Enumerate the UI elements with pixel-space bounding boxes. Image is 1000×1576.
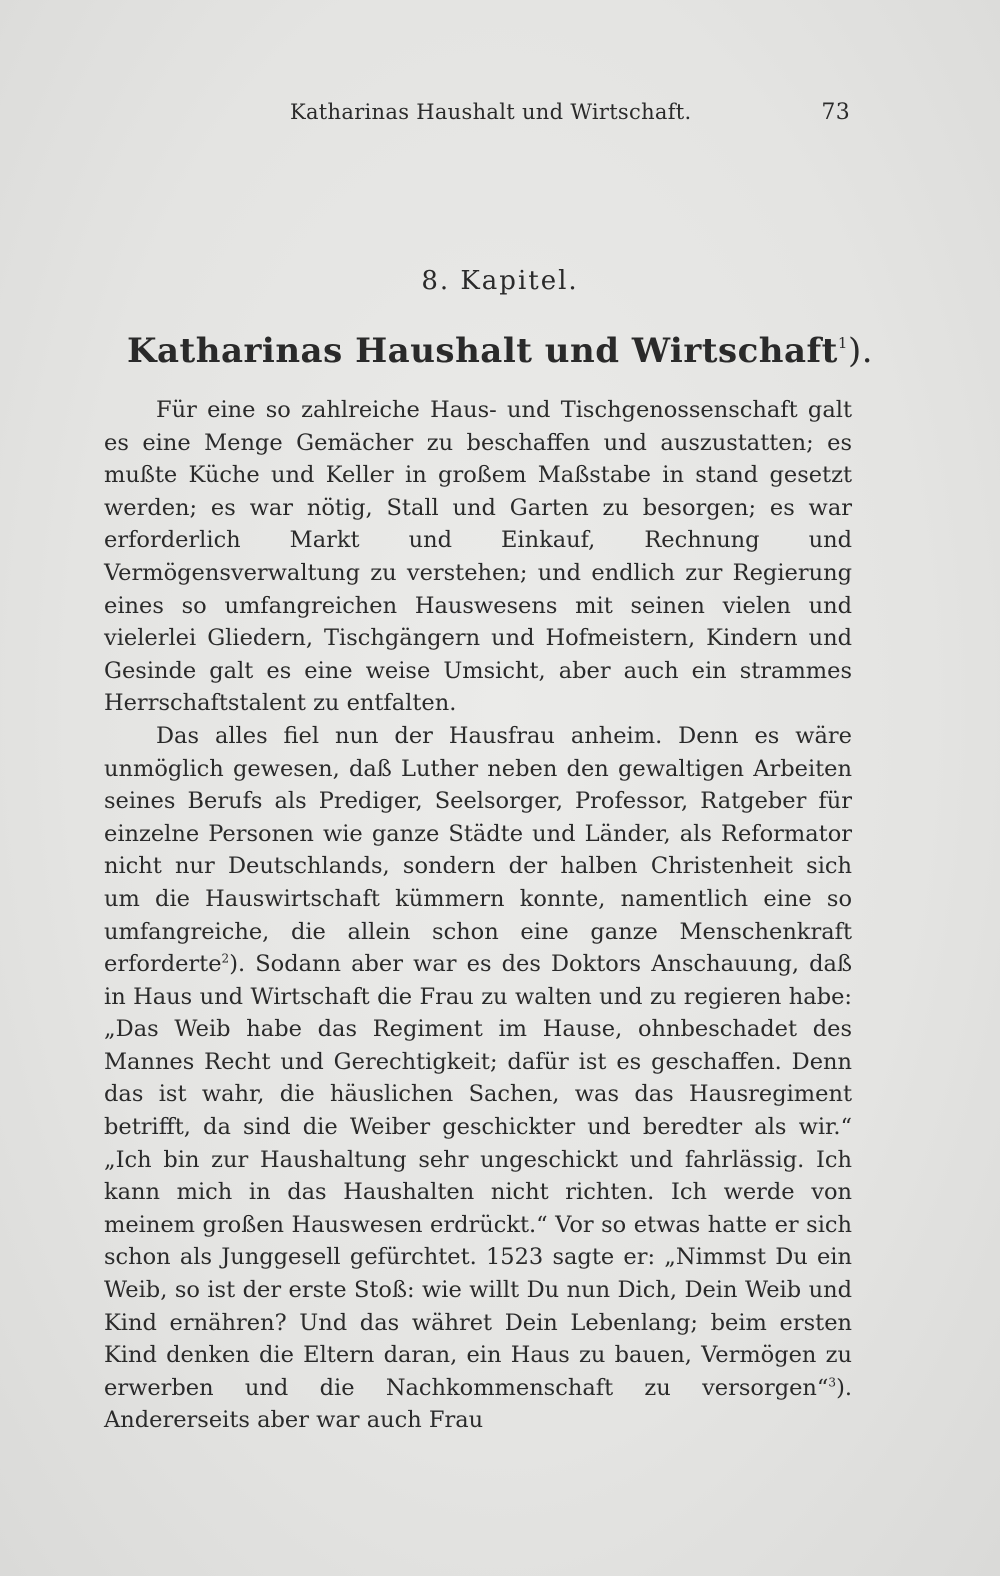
paragraph-1 [104,394,852,720]
body-text [104,394,852,1437]
running-title: Katharinas Haushalt und Wirtschaft. [290,100,692,124]
footnote-marker-3: 3 [828,1375,837,1390]
paragraph-2 [104,720,852,1437]
chapter-title-end: ). [847,331,874,371]
paragraph-1-text: Für eine so zahlreiche Haus- und Tischgenossenschaft galt es eine Menge Gemächer zu beschaffen und auszustatten; es mußte Küche und Keller in großem Maßstabe in stand gesetzt werden; es war nötig, Stall und Garten zu besorgen; es war erforderlich Markt und Einkauf, Rechnung und Vermögensverwaltung zu verstehen; und endlich zur Regierung eines so umfangreichen Hauswesens mit seinen vielen und vielerlei Gliedern, Tischgängern und Hofmeistern, Kindern und Gesinde galt es eine weise Umsicht, aber auch ein strammes Herrschaftstalent zu entfalten. [104,397,852,717]
paragraph-2-text-c: ). Andererseits aber war auch Frau [104,1374,852,1434]
footnote-marker-2: 2 [221,951,230,966]
paragraph-2-text-a: Das alles fiel nun der Hausfrau anheim. Denn es wäre unmöglich gewesen, daß Luther neben den gewaltigen Arbeiten seines Berufs als Prediger, Seelsorger, Professor, Ratgeber für einzelne Personen wie ganze Städte und Länder, als Reformator nicht nur Deutschlands, sondern der halben Christenheit sich um die Hauswirtschaft kümmern konnte, namentlich eine so umfangreiche, die allein schon eine ganze Menschenkraft erforderte [104,722,852,978]
running-head [290,100,850,130]
chapter-number: 8. Kapitel. [421,266,579,296]
paragraph-2-text-b: ). Sodann aber war es des Doktors Anschauung, daß in Haus und Wirtschaft die Frau zu walten und zu regieren habe: „Das Weib habe das Regiment im Hause, ohnbeschadet des Mannes Recht und Gerechtigkeit; dafür ist es geschaffen. Denn das ist wahr, die häuslichen Sachen, was das Hausregiment betrifft, da sind die Weiber geschickter und beredter als wir.“ „Ich bin zur Haushaltung sehr ungeschickt und fahrlässig. Ich kann mich in das Haushalten nicht richten. Ich werde von meinem großen Hauswesen erdrückt.“ Vor so etwas hatte er sich schon als Junggesell gefürchtet. 1523 sagte er: „Nimmst Du ein Weib, so ist der erste Stoß: wie willt Du nun Dich, Dein Weib und Kind ernähren? Und das währet Dein Lebenlang; beim ersten Kind denken die Eltern daran, ein Haus zu bauen, Vermögen zu erwerben und die Nachkommenschaft zu versorgen“ [104,951,852,1401]
chapter-title-footnote-marker: 1 [837,334,848,352]
chapter-title-text: Katharinas Haushalt und Wirtschaft [126,331,838,371]
page-number: 73 [821,100,850,125]
chapter-title [0,331,1000,371]
